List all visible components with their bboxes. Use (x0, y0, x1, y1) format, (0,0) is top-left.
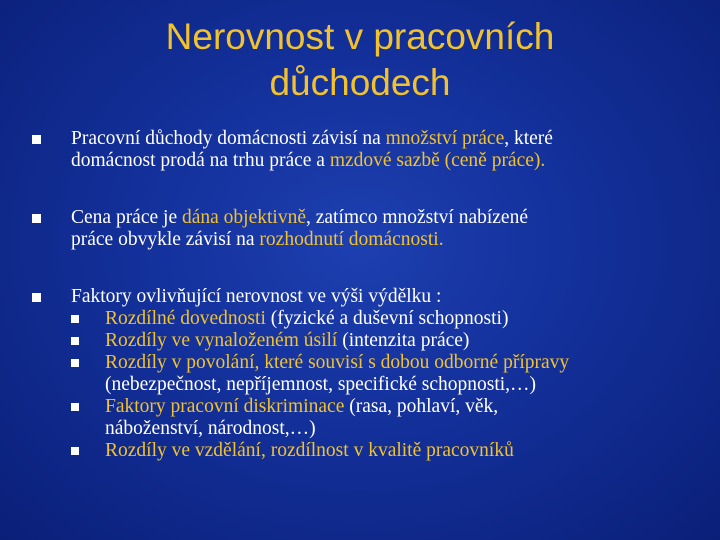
text: (fyzické a duševní schopnosti) (265, 308, 509, 329)
text: , zatímco množství nabízené (305, 207, 528, 228)
slide-title-line-1: Nerovnost v pracovních (165, 16, 555, 57)
text: . (438, 229, 444, 250)
sub-bullet-2 (71, 330, 692, 352)
bullet-item-3 (32, 286, 692, 462)
bullet-item-2 (32, 207, 692, 251)
square-bullet-icon (71, 359, 79, 367)
text: Pracovní důchody domácnosti závisí na (71, 128, 386, 149)
text: (nebezpečnost, nepříjemnost, specifické schopnosti,…) (105, 374, 537, 395)
highlight-text: Faktory pracovní diskriminace (105, 396, 345, 417)
square-bullet-icon (32, 293, 41, 302)
sub-bullet-4 (71, 396, 692, 440)
text: domácnost prodá na trhu práce a (71, 150, 330, 171)
highlight-text: Rozdíly v povolání, které souvisí s dobou odborné přípravy (105, 352, 570, 373)
highlight-text: množství práce (385, 128, 505, 149)
highlight-text: dána objektivně (181, 207, 306, 228)
square-bullet-icon (32, 135, 41, 144)
highlight-text: Rozdílné dovednosti (105, 308, 266, 329)
text: (intenzita práce) (337, 330, 470, 351)
square-bullet-icon (71, 315, 79, 323)
square-bullet-icon (32, 214, 41, 223)
square-bullet-icon (71, 403, 79, 411)
bullet-item-1 (32, 128, 692, 172)
text: (rasa, pohlaví, věk, (344, 396, 499, 417)
highlight-text: Rozdíly ve vynaloženém úsilí (105, 330, 338, 351)
sub-bullet-3 (71, 352, 692, 396)
bullet-2-line-2 (71, 229, 692, 251)
sub-bullet-1 (71, 308, 692, 330)
bullet-3-text: Faktory ovlivňující nerovnost ve výši výdělku : (71, 286, 442, 307)
bullet-list (32, 128, 692, 462)
square-bullet-icon (71, 447, 79, 455)
sub-bullet-5 (71, 440, 692, 462)
text: náboženství, národnost,…) (105, 418, 316, 439)
bullet-1-line-1 (71, 128, 692, 150)
highlight-text: rozhodnutí domácnosti (259, 229, 439, 250)
bullet-1-line-2 (71, 150, 692, 172)
text: Cena práce je (71, 207, 182, 228)
highlight-text: Rozdíly ve vzdělání, rozdílnost v kvalitě pracovníků (105, 440, 514, 461)
highlight-text: mzdové sazbě (ceně práce) (329, 150, 541, 171)
slide-title (40, 14, 680, 106)
slide-title-line-2: důchodech (269, 62, 451, 103)
bullet-2-line-1 (71, 207, 692, 229)
text: . (540, 150, 546, 171)
text: , které (504, 128, 553, 149)
text: práce obvykle závisí na (71, 229, 260, 250)
square-bullet-icon (71, 337, 79, 345)
